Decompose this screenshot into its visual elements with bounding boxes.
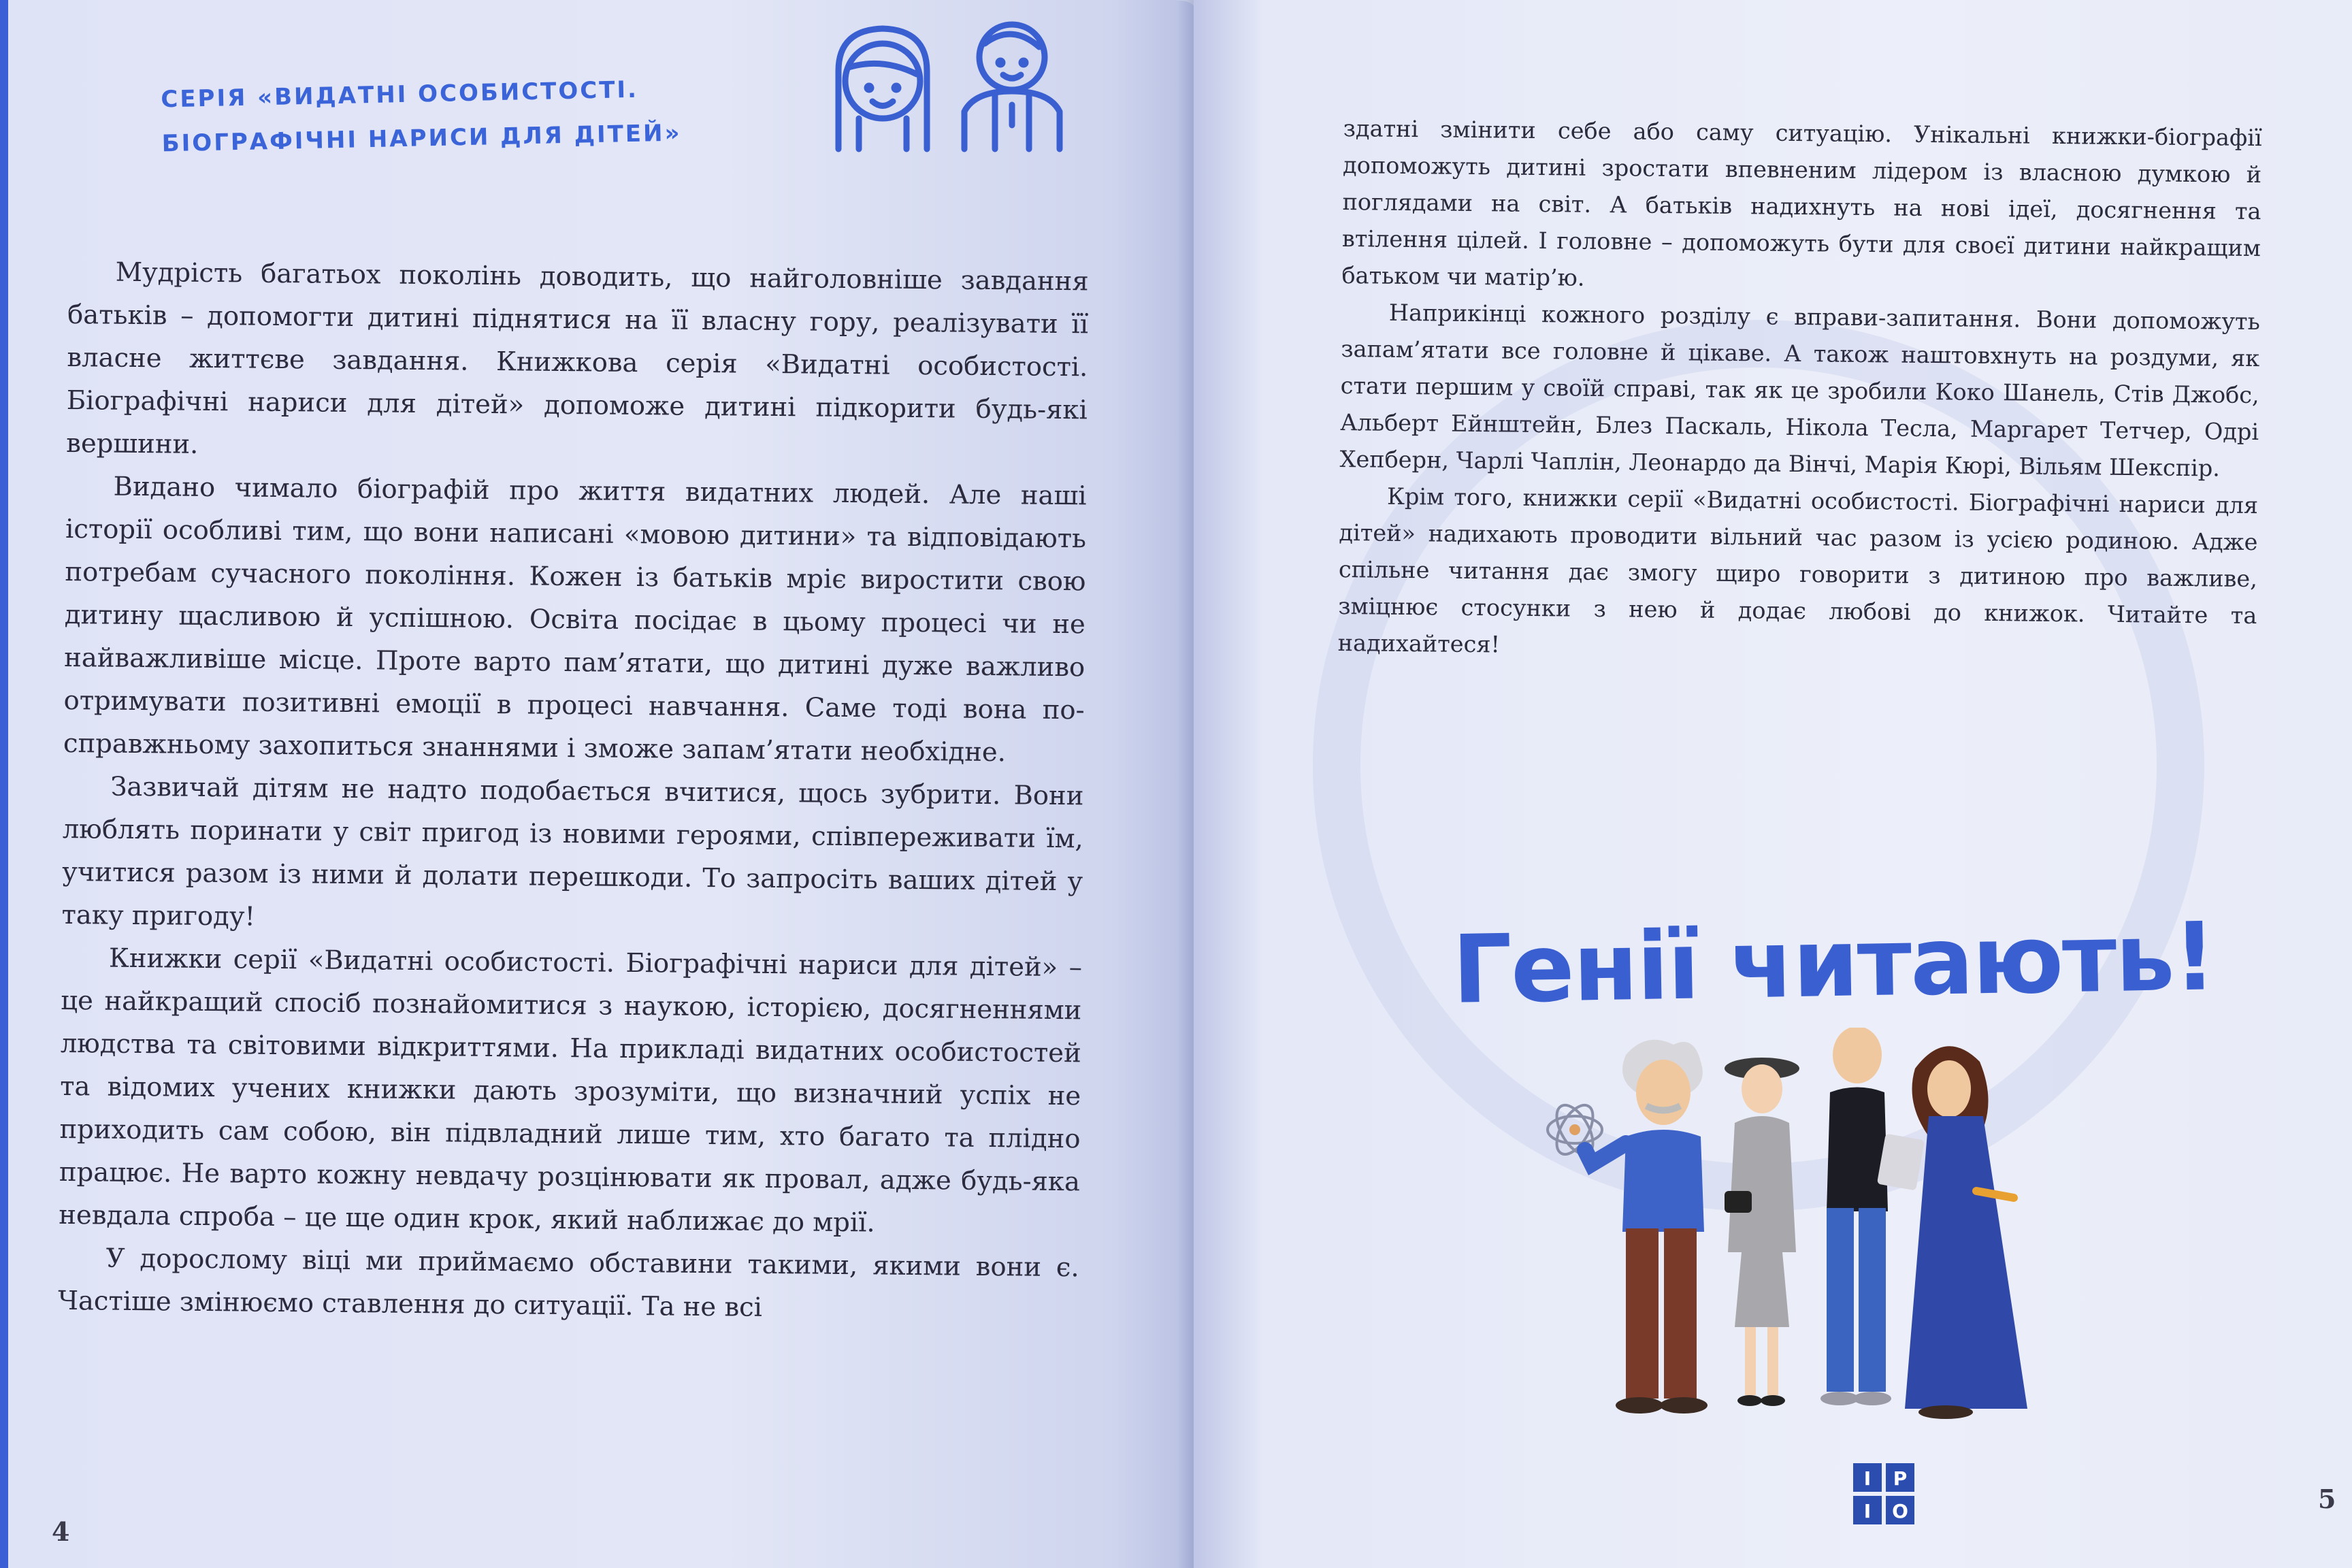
paragraph: здатні змінити себе або саму ситуацію. Унікальні книжки-біографії допоможуть дитині зростати впевненим лідером із власною думкою й поглядами на світ. А батьків надихнуть на нові ідеї, досягнення та втілення цілей. І головне – допоможуть бути для своєї дитини найкращим батьком чи матір’ю.: [1341, 114, 2262, 291]
page-number-right: 5: [2318, 1484, 2336, 1514]
left-page: [8, 0, 1194, 1568]
publisher-logo: [1853, 1463, 1914, 1524]
logo-letter: І: [1863, 1467, 1872, 1490]
einstein-figure: [1548, 1040, 1708, 1414]
geniuses-illustration: [1537, 1028, 2055, 1429]
paragraph: Крім того, книжки серії «Видатні особистості. Біографічні нариси для дітей» надихають проводити вільний час разом із усією родиною. Адже спільне читання дає змогу щиро говорити з дитиною про важливе, зміцнює стосунки з нею й додає любові до книжок. Читайте та надихайтеся!: [1337, 483, 2259, 658]
series-title-line-1: СЕРІЯ «ВИДАТНІ ОСОБИСТОСТІ.: [160, 76, 639, 114]
paragraph: Видано чимало біографій про життя видатних людей. Але наші історії особливі тим, що вони написані «мовою дитини» та відповідають потребам сучасного покоління. Кожен із батьків мріє виростити свою дитину щасливою й успішною. Освіта посідає в цьому процесі чи не найважливіше місце. Проте варто пам’ятати, що дитині дуже важливо отримувати позитивні емоції в процесі навчання. Саме тоді вона по-справжньому захопиться знаннями і зможе запам’ятати необхідне.: [63, 471, 1087, 768]
slogan-heading: Генії читають!: [1451, 902, 2216, 1025]
right-body-text: [1338, 110, 2262, 671]
logo-letter: О: [1892, 1500, 1908, 1522]
left-body-text: [58, 250, 1089, 1332]
paragraph: Наприкінці кожного розділу є вправи-запитання. Вони допоможуть запам’ятати все головне й цікаве. А також наштовхнуть на роздуми, як стати першим у своїй справі, так як це зробили Коко Шанель, Стів Джобс, Альберт Ейнштейн, Блез Паскаль, Нікола Тесла, Маргарет Тетчер, Одрі Хепберн, Чарлі Чаплін, Леонардо да Вінчі, Марія Кюрі, Вільям Шекспір.: [1339, 299, 2261, 482]
paragraph: Зазвичай дітям не надто подобається вчитися, щось зубрити. Вони люблять поринати у світ пригод із новими героями, співпереживати їм, учитися разом із ними й долати перешкоди. То запросіть ваших дітей у таку пригоду!: [61, 771, 1084, 932]
pascal-figure: [1905, 1046, 2027, 1419]
jobs-figure: [1820, 1028, 1925, 1405]
paragraph: У дорослому віці ми приймаємо обставини такими, якими вони є. Частіше змінюємо ставлення до ситуації. Та не всі: [57, 1243, 1079, 1323]
series-title-line-2: БІОГРАФІЧНІ НАРИСИ ДЛЯ ДІТЕЙ»: [161, 119, 682, 158]
page-number-left: 4: [52, 1516, 70, 1547]
chanel-figure: [1725, 1058, 1799, 1406]
kids-line-icon: [818, 10, 1077, 156]
logo-letter: І: [1863, 1500, 1872, 1522]
logo-letter: Р: [1893, 1467, 1908, 1490]
paragraph: Книжки серії «Видатні особистості. Біографічні нариси для дітей» – це найкращий спосіб познайомитися з наукою, історією, досягненнями людства та світовими відкриттями. На прикладі видатних особистостей та відомих учених книжки дають зрозуміти, що визначний успіх не приходить сам собою, він підвладний лише тим, хто багато та плідно працює. Не варто кожну невдачу розцінювати як провал, адже будь-яка невдала спроба – це ще один крок, який наближає до мрії.: [59, 943, 1083, 1239]
right-page: [1194, 0, 2352, 1568]
paragraph: Мудрість багатьох поколінь доводить, що найголовніше завдання батьків – допомогти дитині піднятися на її власну гору, реалізувати її власне життєве завдання. Книжкова серія «Видатні особистості. Біографічні нариси для дітей» допоможе дитині підкорити будь-які вершини.: [66, 257, 1089, 460]
series-title: [161, 65, 775, 167]
